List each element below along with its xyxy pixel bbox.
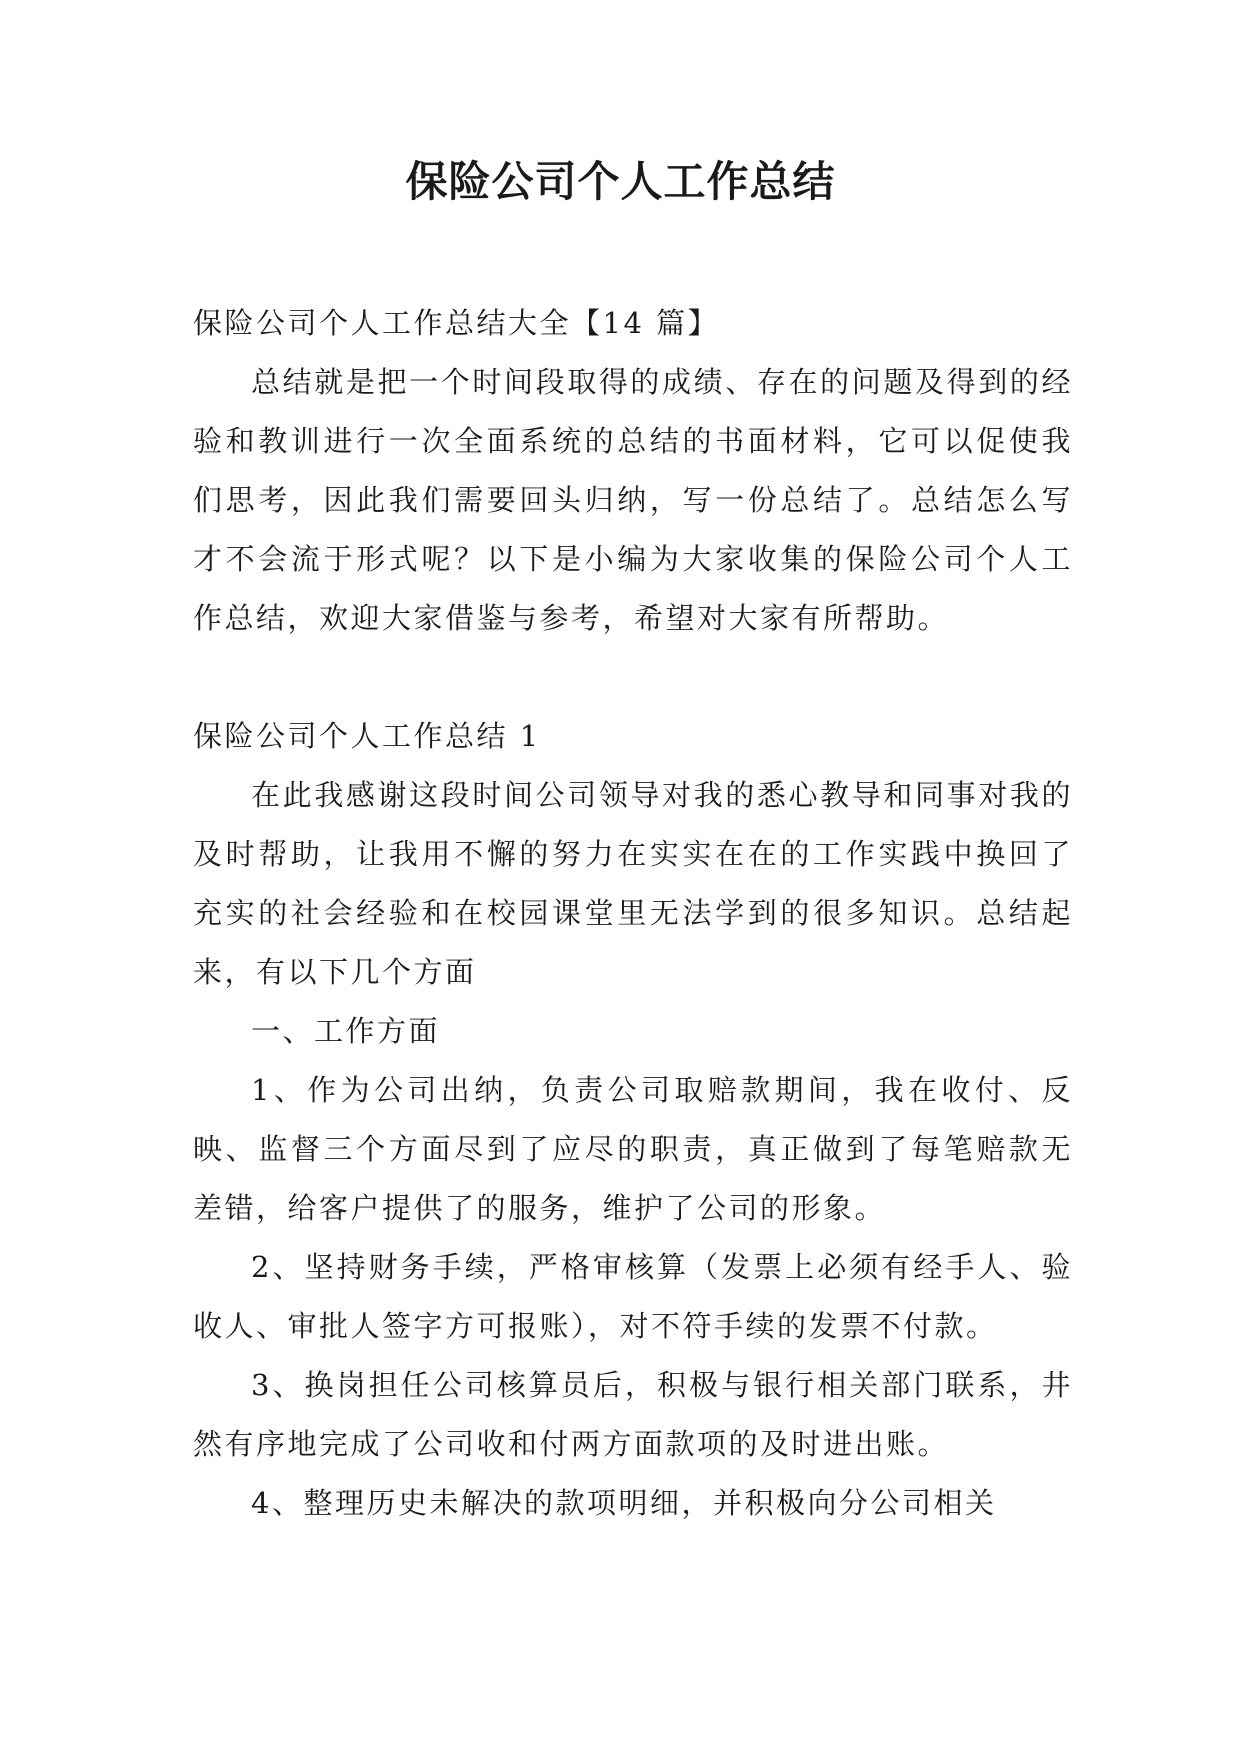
list-item: 3、换岗担任公司核算员后，积极与银行相关部门联系，井然有序地完成了公司收和付两方面款项的及时进出账。 [193,1368,1073,1461]
body-paragraph: 在此我感谢这段时间公司领导对我的悉心教导和同事对我的及时帮助，让我用不懈的努力在实实在在的工作实践中换回了充实的社会经验和在校园课堂里无法学到的很多知识。总结起来，有以下几个方面 [193,778,1073,989]
list-item: 2、坚持财务手续，严格审核算（发票上必须有经手人、验收人、审批人签字方可报账），对不符手续的发票不付款。 [193,1250,1073,1343]
document-title: 保险公司个人工作总结 [405,157,836,206]
document-subtitle: 保险公司个人工作总结大全【14 篇】 [193,306,720,340]
section-spacer [193,648,1073,707]
list-item: 4、整理历史未解决的款项明细，并积极向分公司相关 [251,1486,997,1520]
list-item: 1、作为公司出纳，负责公司取赔款期间，我在收付、反映、监督三个方面尽到了应尽的职责，真正做到了每笔赔款无差错，给客户提供了的服务，维护了公司的形象。 [193,1073,1073,1225]
document-body [193,294,1073,1533]
intro-paragraph: 总结就是把一个时间段取得的成绩、存在的问题及得到的经验和教训进行一次全面系统的总结的书面材料，它可以促使我们思考，因此我们需要回头归纳，写一份总结了。总结怎么写才不会流于形式呢？以下是小编为大家收集的保险公司个人工作总结，欢迎大家借鉴与参考，希望对大家有所帮助。 [193,365,1073,635]
subheading: 一、工作方面 [251,1014,441,1048]
section-heading: 保险公司个人工作总结 1 [193,719,541,753]
